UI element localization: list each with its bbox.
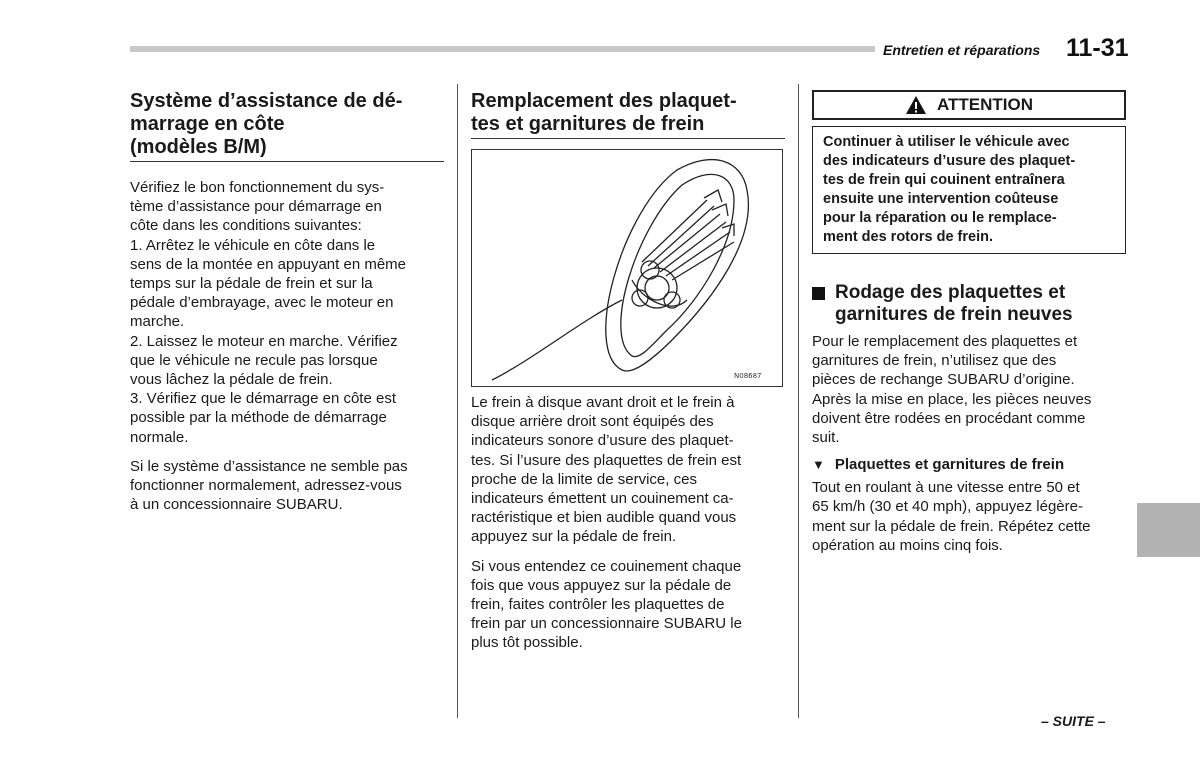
sub-heading <box>812 455 1126 474</box>
step-3: 3. Vérifiez que le démarrage en côte est possible par la méthode de démarrage normale. <box>130 390 396 446</box>
step-2: 2. Laissez le moteur en marche. Vérifiez que le véhicule ne recule pas lorsque vous lâchez la pédale de frein. <box>130 332 398 389</box>
column-divider <box>457 84 458 718</box>
triangle-bullet-icon: ▼ <box>812 457 825 473</box>
paragraph: Pour le remplacement des plaquettes et garnitures de frein, n’utilisez que des pièces de rechange SUBARU d’origine. Après la mise en place, les pièces neuves doivent être rodées en procédant comme suit. <box>812 333 1092 447</box>
square-bullet-icon <box>812 287 825 300</box>
sub-heading-text: Plaquettes et garnitures de frein <box>834 456 1065 474</box>
hill-start-heading: Système d’assistance de dé- marrage en côte (modèles B/M) <box>130 90 444 162</box>
brake-drawing <box>472 150 782 386</box>
chapter-tab <box>1137 503 1200 557</box>
figure-code: N08687 <box>734 372 762 380</box>
page-number: 11-31 <box>1066 34 1129 62</box>
paragraph: Si le système d’assistance ne semble pas fonctionner normalement, adressez-vous à un concessionnaire SUBARU. <box>130 457 408 514</box>
step-1: 1. Arrêtez le véhicule en côte dans le sens de la montée en appuyant en même temps sur la pédale de frein et sur la pédale d’embrayage, avec le moteur en marche. <box>130 236 407 331</box>
paragraph: Le frein à disque avant droit et le frein à disque arrière droit sont équipés des indicateurs sonore d’usure des plaquet- tes. Si l’usure des plaquettes de frein est proche de la limite de service, ces indicateurs émettent un couinement ca- ractéristique et bien audible quand vous appuyez sur la pédale de frein. <box>471 394 742 546</box>
subsection-heading <box>812 282 1126 326</box>
section-title: Entretien et réparations <box>883 42 1041 58</box>
brake-illustration <box>471 149 783 387</box>
paragraph: Vérifiez le bon fonctionnement du sys- tème d’assistance pour démarrage en côte dans les conditions suivantes: <box>130 179 385 235</box>
attention-text: Continuer à utiliser le véhicule avec des indicateurs d’usure des plaquet- tes de frein qui couinent entraînera ensuite une intervention coûteuse pour la réparation ou le remplace- ment des rotors de frein. <box>812 126 1126 254</box>
paragraph: Tout en roulant à une vitesse entre 50 et 65 km/h (30 et 40 mph), appuyez légère- ment sur la pédale de frein. Répétez cette opération au moins cinq fois. <box>812 479 1091 554</box>
paragraph: Si vous entendez ce couinement chaque fois que vous appuyez sur la pédale de frein, faites contrôler les plaquettes de frein par un concessionnaire SUBARU le plus tôt possible. <box>471 557 742 652</box>
continued-label: – SUITE – <box>1041 713 1106 729</box>
brake-pad-heading: Remplacement des plaquet- tes et garnitures de frein <box>471 90 785 139</box>
column-middle <box>471 90 785 653</box>
subsection-title: Rodage des plaquettes et garnitures de frein neuves <box>835 282 1073 325</box>
attention-label: ATTENTION <box>936 95 1033 114</box>
column-right <box>812 90 1126 555</box>
warning-icon <box>905 95 927 115</box>
attention-box-header <box>812 90 1126 120</box>
header-rule <box>130 46 875 52</box>
column-divider <box>798 84 799 718</box>
column-left <box>130 90 444 514</box>
